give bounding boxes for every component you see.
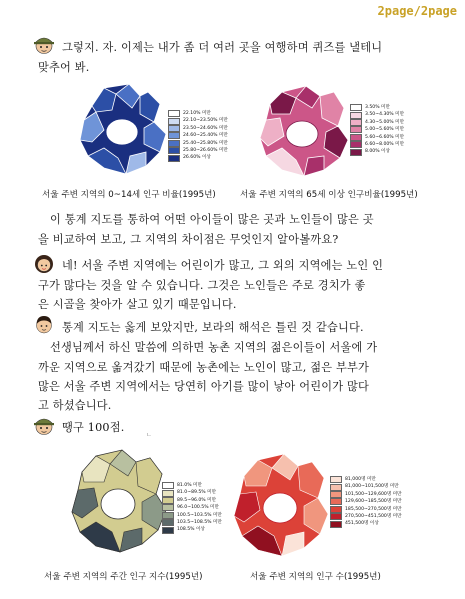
girl-character-icon xyxy=(33,252,55,274)
legend-row: 8.00% 이상 xyxy=(350,148,404,155)
legend-row: 5.00~5.60% 미만 xyxy=(350,126,404,133)
legend-swatch xyxy=(168,155,180,162)
legend-swatch xyxy=(350,104,362,111)
boy-character-icon xyxy=(33,33,55,55)
map-daytime-population xyxy=(66,448,171,560)
legend-row: 108.5% 이상 xyxy=(162,526,222,533)
legend-swatch xyxy=(168,147,180,154)
answer-text-2: 통계 지도는 옳게 보았지만, 보라의 해석은 틀린 것 같습니다. xyxy=(62,321,364,334)
legend-swatch xyxy=(330,521,342,528)
legend-swatch xyxy=(330,498,342,505)
legend-row: 89.5~96.0% 미만 xyxy=(162,497,222,504)
legend-swatch xyxy=(162,482,174,489)
page-indicator: 2page/2page xyxy=(377,4,457,18)
legend-swatch xyxy=(350,134,362,141)
answer-text-1b: 구가 많다는 것을 알 수 있습니다. 그것은 노인들은 주로 경치가 좋 은 시골을 찾아가 살고 있기 때문입니다. xyxy=(38,279,366,311)
legend-swatch xyxy=(330,491,342,498)
legend-swatch xyxy=(162,527,174,534)
legend-swatch xyxy=(330,506,342,513)
map-population-caption: 서울 주변 지역의 인구 수(1995년) xyxy=(250,572,381,582)
legend-row: 22.10% 미만 xyxy=(168,110,228,117)
map-daytime-caption: 서울 주변 지역의 주간 인구 지수(1995년) xyxy=(44,572,203,582)
legend-swatch xyxy=(162,512,174,519)
boy-character-icon xyxy=(33,414,55,436)
legend-row: 81.0% 미만 xyxy=(162,482,222,489)
legend-row: 81,000~101,500명 미만 xyxy=(330,483,402,490)
dialogue-text-1b: 맞추어 봐. xyxy=(38,61,90,74)
legend-swatch xyxy=(330,513,342,520)
legend-row: 22.10~23.50% 미만 xyxy=(168,117,228,124)
legend-row: 451,500명 이상 xyxy=(330,520,402,527)
legend-row: 26.60% 이상 xyxy=(168,154,228,161)
score-text: 땡구 100점. xyxy=(62,421,125,434)
legend-swatch xyxy=(350,126,362,133)
legend-swatch xyxy=(350,112,362,119)
legend-swatch xyxy=(168,132,180,139)
map-elderly-legend xyxy=(350,104,404,156)
map-children-caption: 서울 주변 지역의 0~14세 인구 비율(1995년) xyxy=(42,190,216,200)
legend-row: 101,500~129,600명 미만 xyxy=(330,491,402,498)
map-population-count xyxy=(228,452,333,562)
question-text: 이 통계 지도를 통하여 어떤 아이들이 많은 곳과 노인들이 많은 곳 xyxy=(50,213,374,226)
legend-row: 81.0~89.5% 미만 xyxy=(162,489,222,496)
legend-row: 6.60~8.00% 미만 xyxy=(350,141,404,148)
map-daytime-legend xyxy=(162,482,222,534)
legend-swatch xyxy=(168,125,180,132)
legend-row: 100.5~103.5% 미만 xyxy=(162,512,222,519)
student-character-icon xyxy=(33,313,55,335)
legend-row: 23.50~24.60% 미만 xyxy=(168,125,228,132)
legend-row: 3.50% 미만 xyxy=(350,104,404,111)
legend-swatch xyxy=(350,141,362,148)
legend-swatch xyxy=(162,497,174,504)
legend-row: 270,500~451,500명 미만 xyxy=(330,513,402,520)
legend-swatch xyxy=(162,519,174,526)
legend-swatch xyxy=(330,476,342,483)
answer-text-1: 네! 서울 주변 지역에는 어린이가 많고, 그 외의 지역에는 노인 인 xyxy=(62,259,384,272)
legend-row: 25.40~25.80% 미만 xyxy=(168,140,228,147)
legend-swatch xyxy=(168,118,180,125)
legend-swatch xyxy=(162,504,174,511)
legend-swatch xyxy=(330,484,342,491)
map-population-legend xyxy=(330,476,402,528)
legend-row: 4.30~5.00% 미만 xyxy=(350,119,404,126)
legend-swatch xyxy=(168,140,180,147)
legend-swatch xyxy=(350,149,362,156)
legend-swatch xyxy=(162,490,174,497)
answer-text-2b: 선생님께서 하신 말씀에 의하면 농촌 지역의 젊은이들이 서울에 가 xyxy=(50,341,378,354)
dialogue-text-1: 그렇지. 자. 이제는 내가 좀 더 여러 곳을 여행하며 퀴즈를 낼테니 xyxy=(62,41,383,54)
map-elderly-ratio xyxy=(254,84,354,184)
legend-row: 3.50~4.30% 미만 xyxy=(350,111,404,118)
question-text-b: 을 비교하여 보고, 그 지역의 차이점은 무엇인지 알아볼까요? xyxy=(38,233,339,246)
legend-row: 24.60~25.40% 미만 xyxy=(168,132,228,139)
stray-mark: ㄴ xyxy=(146,432,152,439)
legend-row: 5.60~6.60% 미만 xyxy=(350,134,404,141)
legend-swatch xyxy=(350,119,362,126)
legend-row: 96.0~100.5% 미만 xyxy=(162,504,222,511)
legend-swatch xyxy=(168,110,180,117)
legend-row: 185,500~270,500명 미만 xyxy=(330,506,402,513)
map-elderly-caption: 서울 주변 지역의 65세 이상 인구비율(1995년) xyxy=(240,190,418,200)
answer-text-2c: 까운 지역으로 옮겨갔기 때문에 농촌에는 노인이 많고, 젊은 부부가 많은 서울 주변 지역에서는 당연히 아기를 많이 낳아 어린이가 많다 고 하셨습니다. xyxy=(38,361,369,412)
map-children-ratio xyxy=(74,82,174,182)
legend-row: 103.5~108.5% 미만 xyxy=(162,519,222,526)
legend-row: 81,000명 미만 xyxy=(330,476,402,483)
map-children-legend xyxy=(168,110,228,162)
legend-row: 25.80~26.60% 미만 xyxy=(168,147,228,154)
legend-row: 129,600~185,500명 미만 xyxy=(330,498,402,505)
